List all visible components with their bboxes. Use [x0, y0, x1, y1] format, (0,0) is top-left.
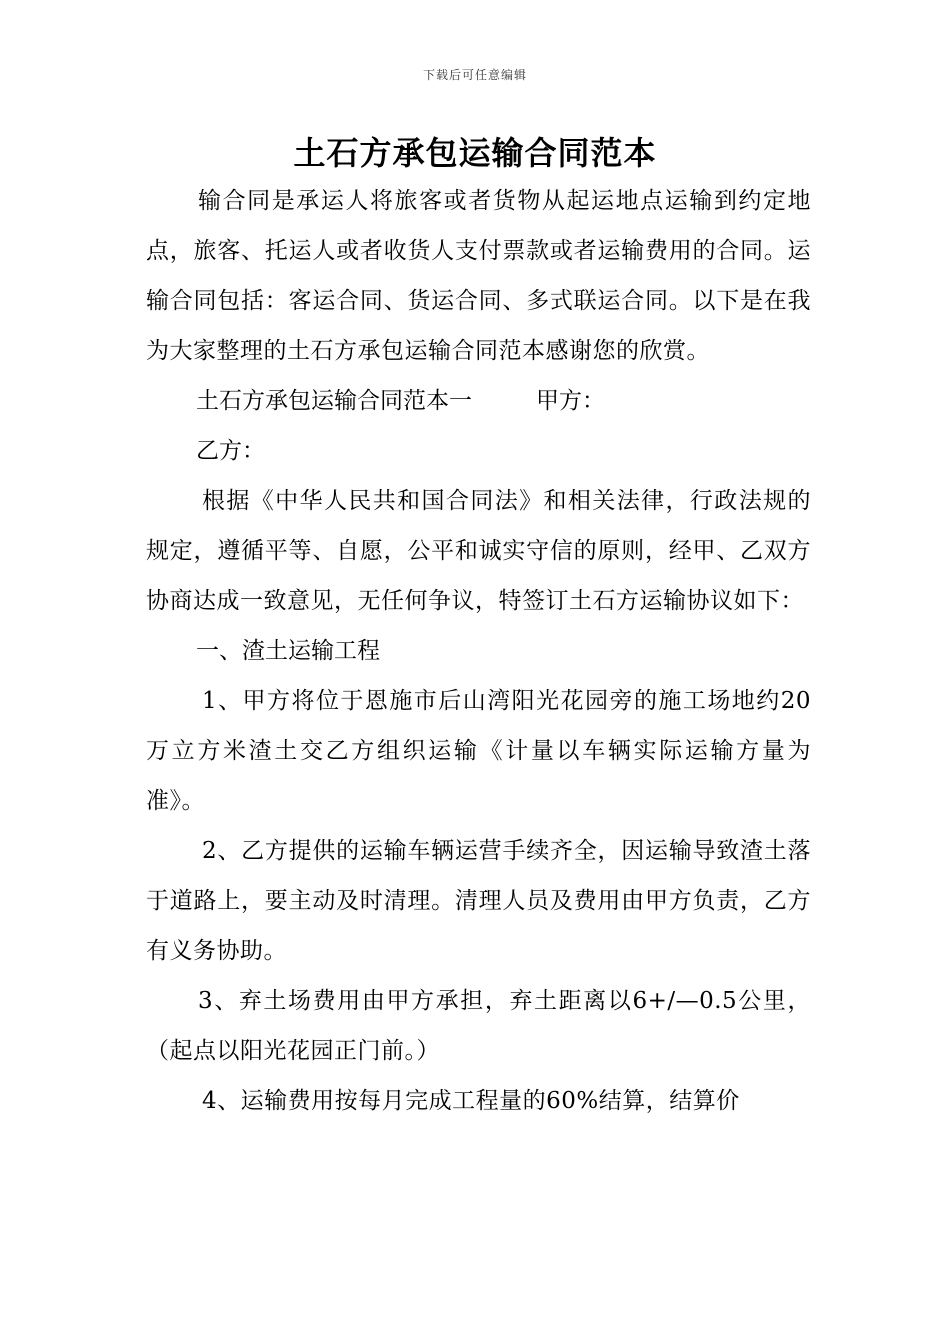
clause-1: 1、甲方将位于恩施市后山湾阳光花园旁的施工场地约20万立方米渣土交乙方组织运输《计量以车辆实际运输方量为准》。: [146, 688, 811, 814]
clause-4: 4、运输费用按每月完成工程量的60%结算，结算价: [202, 1088, 740, 1114]
party-a-label: 甲方：: [536, 388, 605, 414]
sample-heading-row: [146, 376, 811, 426]
party-b-label: 乙方：: [196, 438, 265, 464]
clause-2: 2、乙方提供的运输车辆运营手续齐全，因运输导致渣土落于道路上，要主动及时清理。清理人员及费用由甲方负责，乙方有义务协助。: [146, 838, 811, 964]
section-heading: 一、渣土运输工程: [196, 638, 380, 664]
document-title: 土石方承包运输合同范本: [293, 134, 657, 172]
clause-3: 3、弃土场费用由甲方承担，弃土距离以6+/—0.5公里，（起点以阳光花园正门前。）: [146, 988, 811, 1064]
sample-label: 土石方承包运输合同范本一: [196, 388, 472, 414]
header-note: 下载后可任意编辑: [422, 68, 527, 82]
document-body: [146, 176, 811, 1126]
intro-paragraph: 输合同是承运人将旅客或者货物从起运地点运输到约定地点，旅客、托运人或者收货人支付票款或者运输费用的合同。运输合同包括：客运合同、货运合同、多式联运合同。以下是在我为大家整理的土石方承包运输合同范本感谢您的欣赏。: [146, 188, 811, 364]
preamble-paragraph: 根据《中华人民共和国合同法》和相关法律，行政法规的规定，遵循平等、自愿，公平和诚实守信的原则，经甲、乙双方协商达成一致意见，无任何争议，特签订土石方运输协议如下：: [146, 488, 811, 614]
